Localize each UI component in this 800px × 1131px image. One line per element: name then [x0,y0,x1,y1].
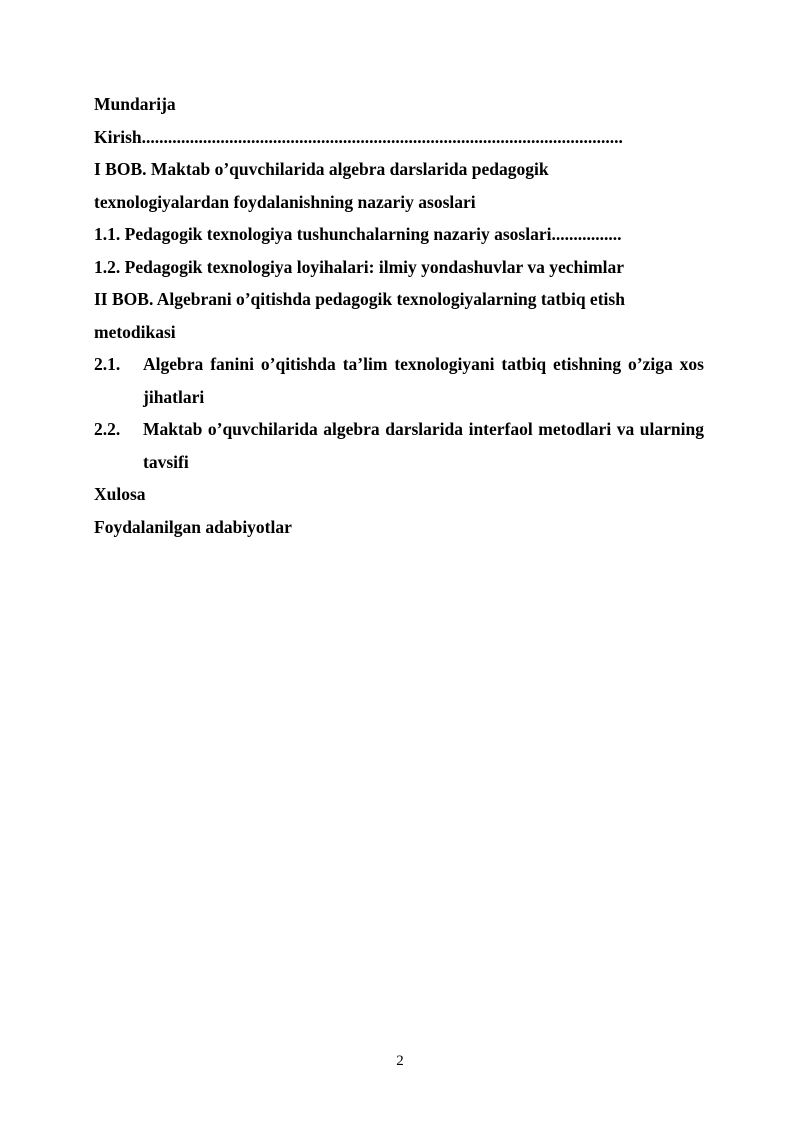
toc-entry-section-1-1: 1.1. Pedagogik texnologiya tushunchalarning nazariy asoslari................ [94,224,622,244]
toc-entry-conclusion: Xulosa [94,484,146,504]
toc-heading: Mundarija [94,94,176,114]
page-number: 2 [396,1053,404,1069]
toc-entry-section-2-1 [94,348,704,413]
toc-entry-section-1-2: 1.2. Pedagogik texnologiya loyihalari: ilmiy yondashuvlar va yechimlar [94,256,625,277]
toc-entry-references: Foydalanilgan adabiyotlar [94,516,292,537]
section-title: Algebra fanini o’qitishda ta’lim texnologiyani tatbiq etishning o’ziga xos jihatlari [143,354,704,407]
section-title: Maktab o’quvchilarida algebra darslarida interfaol metodlari va ularning tavsifi [143,419,704,472]
toc-entry-chapter-2-line-2: metodikasi [94,321,176,342]
toc-entry-introduction: Kirish.............................................................................................................. [94,126,623,147]
toc-entry-chapter-1-line-2: texnologiyalardan foydalanishning nazariy asoslari [94,191,476,212]
toc-entry-chapter-2-line-1: II BOB. Algebrani o’qitishda pedagogik texnologiyalarning tatbiq etish [94,289,625,309]
toc-entry-section-2-2 [94,413,704,478]
section-number: 2.1. [94,354,121,374]
table-of-contents [94,88,704,543]
section-number: 2.2. [94,419,121,439]
toc-entry-chapter-1-line-1: I BOB. Maktab o’quvchilarida algebra darslarida pedagogik [94,159,549,179]
